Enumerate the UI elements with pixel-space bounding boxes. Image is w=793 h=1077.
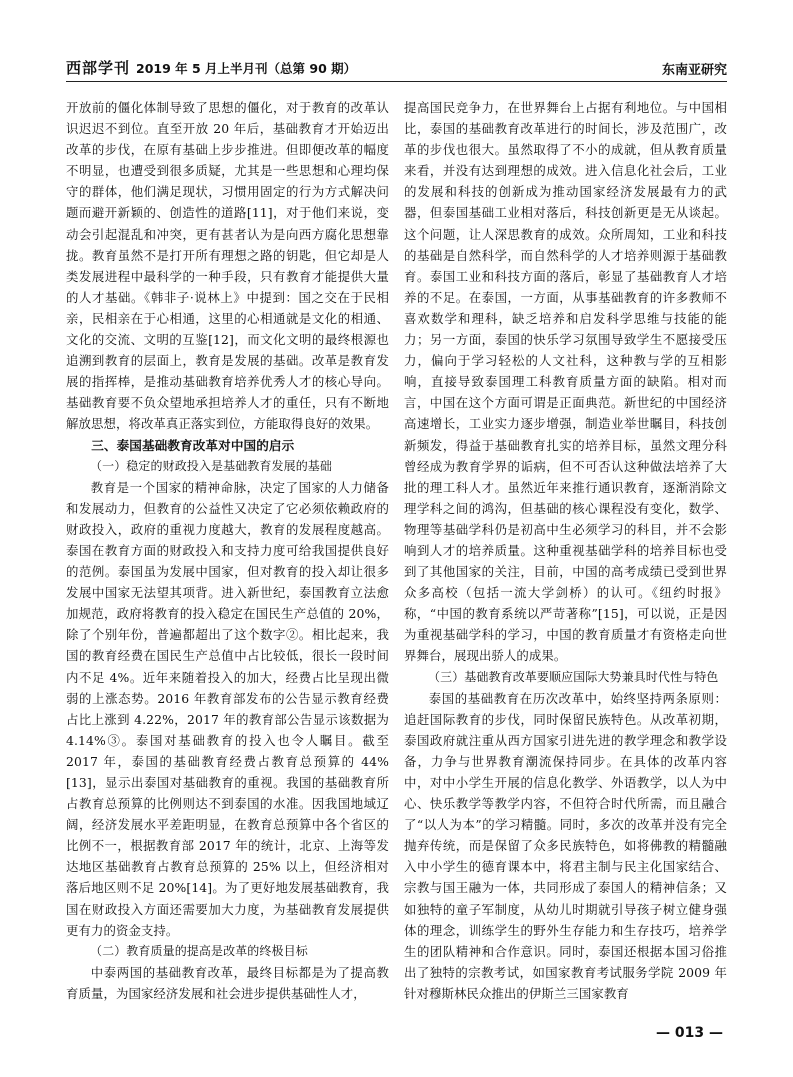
- section-heading: 三、泰国基础教育改革对中国的启示: [91, 437, 295, 453]
- body-paragraph: 教育是一个国家的精神命脉，决定了国家的人力储备和发展动力，但教育的公益性又决定了它必须依赖政府的财政投入，政府的重视力度越大，教育的发展程度越高。泰国在教育方面的财政投入和支持力度可给我国提供良好的范例。泰国虽为发展中国家，但对教育的投入却让很多发展中国家无法望其项背。进入新世纪，泰国教育立法愈加规范，政府将教育的投入稳定在国民生产总值的 20%，除了个别年份，普遍都超出了这个数字②。相比起来，我国的教育经费在国民生产总值中占比较低，很长一段时间内不足 4%。近年来随着投入的加大，经费占比呈现出微弱的上涨态势。2016 年教育部发布的公告显示教育经费占比上涨到 4.22%，2017 年的教育部公告显示该数据为 4.14%③。泰国对基础教育的投入也令人瞩目。截至 2017 年，泰国的基础教育经费占教育总预算的 44%[13]，显示出泰国对基础教育的重视。我国的基础教育所占教育总预算的比例则达不到泰国的水准。因我国地域辽阔，经济发展水平差距明显，在教育总预算中各个省区的比例不一，根据教育部 2017 年的统计，北京、上海等发达地区基础教育占教育总预算的 25% 以上，但经济相对落后地区则不足 20%[14]。为了更好地发展基础教育，我国在财政投入方面还需要加大力度，为基础教育发展提供更有力的资金支持。: [66, 479, 389, 938]
- right-column: [404, 97, 727, 1022]
- body-paragraph: 泰国的基础教育在历次改革中，始终坚持两条原则：追赶国际教育的步伐，同时保留民族特色。从改革初期，泰国政府就注重从西方国家引进先进的教学理念和教学设备，力争与世界教育潮流保持同步。在具体的改革内容中，对中小学生开展的信息化教学、外语教学，以人为中心、快乐教学等教学内容，不但符合时代所需，而且融合了“以人为本”的学习精髓。同时，多次的改革并没有完全抛弃传统，而是保留了众多民族特色，如将佛教的精髓融入中小学生的德育课本中，将君主制与民主化国家结合、宗教与国王融为一体，共同形成了泰国人的精神信条；又如独特的童子军制度，从幼儿时期就引导孩子树立健身强体的理念，训练学生的野外生存能力和生存技巧，培养学生的团队精神和合作意识。同时，泰国还根据本国习俗推出了独特的宗教考试，如国家教育考试服务学院 2009 年针对穆斯林民众推出的伊斯兰三国家教育: [404, 690, 727, 1001]
- section-name: 东南亚研究: [661, 63, 727, 78]
- body-paragraph: 开放前的僵化体制导致了思想的僵化，对于教育的改革认识迟迟不到位。直至开放 20 年后，基础教育才开始迈出改革的步伐，在原有基础上步步推进。但即便改革的幅度不明显，也遭受到很多质疑，尤其是一些思想和心理均保守的群体，他们满足现状，习惯用固定的行为方式解决问题而避开新颖的、创造性的道路[11]，对于他们来说，变动会引起混乱和冲突，更有甚者认为是向西方腐化思想靠拢。教育虽然不是打开所有理想之路的钥匙，但它却是人类发展进程中最科学的一种手段，只有教育才能提供大量的人才基础。《韩非子·说林上》中提到：国之交在于民相亲，民相亲在于心相通，这里的心相通就是文化的相通、文化的交流、文明的互鉴[12]，而文化文明的最终根源也追溯到教育的层面上，教育是发展的基础。改革是教育发展的指挥棒，是推动基础教育培养优秀人才的核心导向。基础教育要不负众望地承担培养人才的重任，只有不断地解放思想，将改革真正落实到位，方能取得良好的效果。: [66, 100, 389, 432]
- journal-name: 西部学刊: [66, 59, 131, 77]
- left-column: [66, 97, 389, 1022]
- issue-info: 2019 年 5 月上半月刊（总第 90 期）: [136, 61, 357, 76]
- body-paragraph: 提高国民竞争力，在世界舞台上占据有利地位。与中国相比，泰国的基础教育改革进行的时间长，涉及范围广，改革的步伐也很大。虽然取得了不小的成就，但从教育质量来看，并没有达到理想的成效。进入信息化社会后，工业的发展和科技的创新成为推动国家经济发展最有力的武器，但泰国基础工业相对落后，科技创新更是无从谈起。这个问题，让人深思教育的成效。众所周知，工业和科技的基础是自然科学，而自然科学的人才培养则源于基础教育。泰国工业和科技方面的落后，彰显了基础教育人才培养的不足。在泰国，一方面，从事基础教育的许多教师不喜欢数学和理科，缺乏培养和启发科学思维与技能的能力；另一方面，泰国的快乐学习氛围导致学生不愿接受压力，偏向于学习轻松的人文社科，这种教与学的互相影响，直接导致泰国理工科教育质量方面的缺陷。相对而言，中国在这个方面可谓是正面典范。新世纪的中国经济高速增长，工业实力逐步增强，制造业举世瞩目，科技创新频发，得益于基础教育扎实的培养目标，虽然文理分科曾经成为教育学界的诟病，但不可否认这种做法培养了大批的理工科人才。虽然近年来推行通识教育，逐渐消除文理学科之间的鸿沟，但基础的核心课程没有变化，数学、物理等基础学科仍是初高中生必须学习的科目，并不会影响到人才的培养质量。这种重视基础学科的培养目标也受到了其他国家的关注，目前，中国的高考成绩已受到世界众多高校（包括一流大学剑桥）的认可。《纽约时报》称，“中国的教育系统以严苛著称”[15]，可以说，正是因为重视基础学科的学习，中国的教育质量才有资格走向世界舞台，展现出骄人的成果。: [404, 100, 727, 664]
- subsection-heading: （一）稳定的财政投入是基础教育发展的基础: [90, 458, 333, 473]
- body-columns: [66, 97, 727, 1022]
- journal-info: [66, 57, 356, 78]
- page-number: — 013 —: [656, 1025, 723, 1041]
- subsection-heading: （二）教育质量的提高是改革的终极目标: [90, 943, 308, 958]
- subsection-heading: （三）基础教育改革要顺应国际大势兼具时代性与特色: [428, 669, 719, 684]
- running-header: [66, 56, 727, 82]
- body-paragraph: 中泰两国的基础教育改革，最终目标都是为了提高教育质量，为国家经济发展和社会进步提供基础性人才，: [66, 964, 389, 1001]
